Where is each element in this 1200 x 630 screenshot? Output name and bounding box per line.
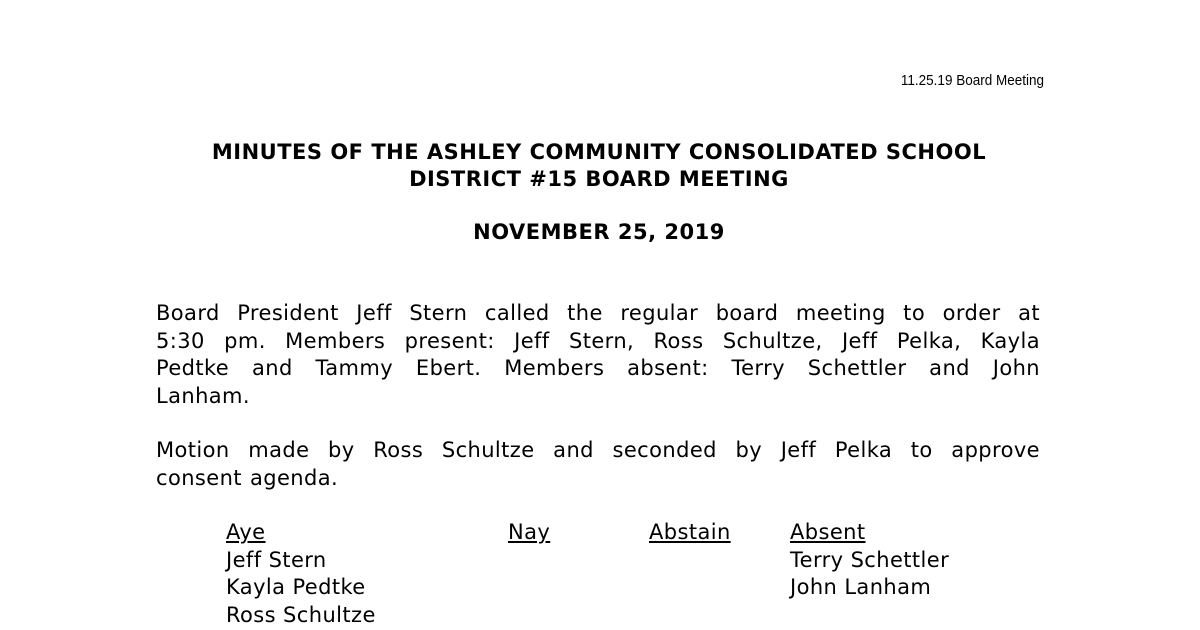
motion-paragraph xyxy=(156,437,1040,492)
vote-name: Terry Schettler xyxy=(790,547,950,572)
paragraph-line: consent agenda. xyxy=(156,465,339,490)
paragraph-line: 5:30 pm. Members present: Jeff Stern, Ross Schultze, Jeff Pelka, Kayla xyxy=(156,328,1040,353)
vote-header-abstain: Abstain xyxy=(649,520,731,544)
vote-header-nay: Nay xyxy=(508,520,551,544)
vote-name: John Lanham xyxy=(790,575,932,599)
vote-header-aye: Aye xyxy=(226,520,266,544)
title-line-1: MINUTES OF THE ASHLEY COMMUNITY CONSOLIDATED SCHOOL xyxy=(211,140,987,164)
vote-column-nay xyxy=(508,519,550,547)
call-to-order-paragraph xyxy=(156,300,1040,410)
title-line-2: DISTRICT #15 BOARD MEETING xyxy=(409,167,789,191)
header-note: 11.25.19 Board Meeting xyxy=(900,72,1044,89)
vote-column-absent xyxy=(790,519,949,602)
meeting-date: NOVEMBER 25, 2019 xyxy=(473,220,725,244)
vote-header-absent: Absent xyxy=(790,520,866,544)
document-title xyxy=(156,139,1042,193)
paragraph-line: Pedtke and Tammy Ebert. Members absent: Terry Schettler and John xyxy=(156,356,1040,380)
vote-name: Ross Schultze xyxy=(226,602,376,627)
vote-name: Jeff Stern xyxy=(226,547,327,572)
paragraph-line: Lanham. xyxy=(156,383,250,408)
vote-column-abstain xyxy=(649,519,731,547)
vote-column-aye xyxy=(226,519,376,629)
vote-name: Kayla Pedtke xyxy=(226,575,366,599)
paragraph-line: Board President Jeff Stern called the regular board meeting to order at xyxy=(156,301,1040,325)
paragraph-line: Motion made by Ross Schultze and seconded by Jeff Pelka to approve xyxy=(156,438,1040,462)
